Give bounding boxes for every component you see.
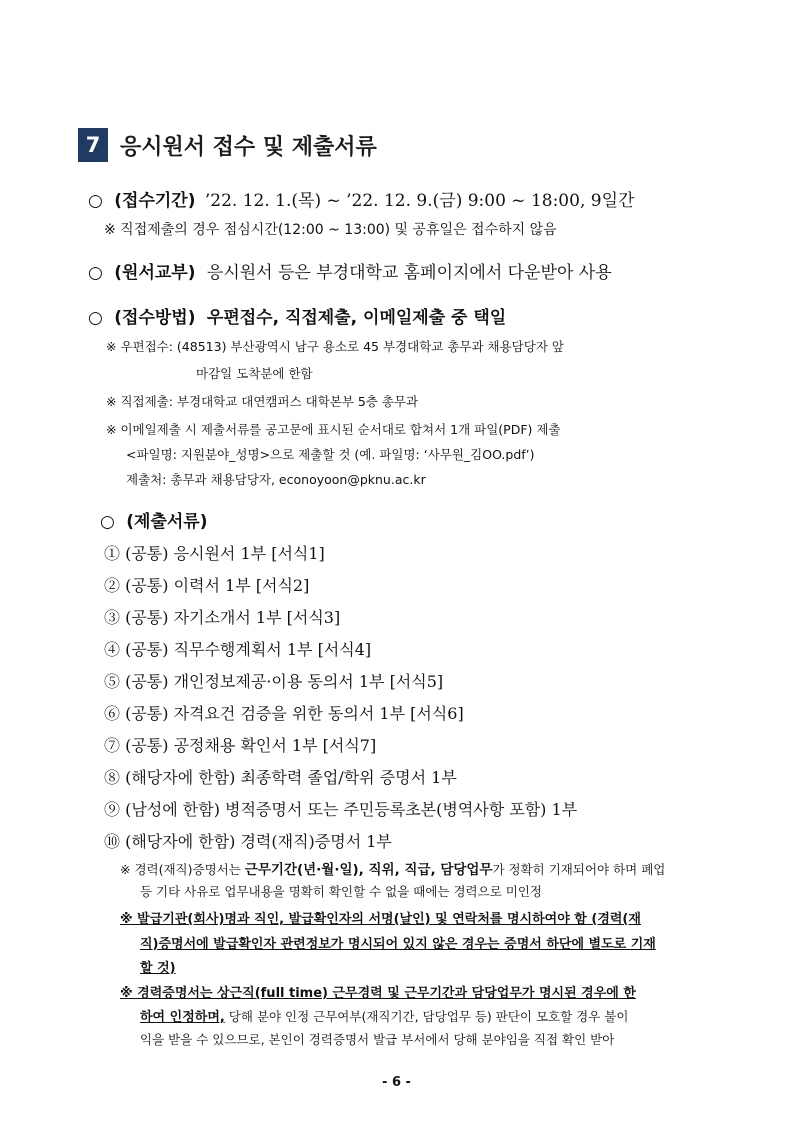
documents-row <box>100 507 207 532</box>
career-note-1-suffix: 가 정확히 기재되어야 하며 폐업 <box>492 862 666 877</box>
career-note-3-line1: ※ 경력증명서는 상근직(full time) 근무경력 및 근무기간과 담당업무가 명시된 경우에 한 <box>120 986 636 1001</box>
circle-bullet: ○ <box>88 263 103 283</box>
distribution-label: (원서교부) <box>114 263 196 283</box>
career-note-2-line3: 할 것) <box>140 961 176 976</box>
distribution-row <box>88 258 612 283</box>
period-row <box>88 186 634 211</box>
method-text: 우편접수, 직접제출, 이메일제출 중 택일 <box>206 308 507 328</box>
method-note: ※ 이메일제출 시 제출서류를 공고문에 표시된 순서대로 합쳐서 1개 파일(PDF) 제출 <box>106 422 561 437</box>
period-note: ※ 직접제출의 경우 점심시간(12:00 ~ 13:00) 및 공휴일은 접수하지 않음 <box>104 222 557 238</box>
document-item: ⑨ (남성에 한함) 병적증명서 또는 주민등록초본(병역사항 포함) 1부 <box>104 800 578 819</box>
method-note: 제출처: 총무과 채용담당자, econoyoon@pknu.ac.kr <box>126 472 426 487</box>
method-note: <파일명: 지원분야_성명>으로 제출할 것 (예. 파일명: ‘사무원_김OO.pdf’) <box>126 447 535 462</box>
document-item: ⑧ (해당자에 한함) 최종학력 졸업/학위 증명서 1부 <box>104 768 457 787</box>
document-item: ③ (공통) 자기소개서 1부 [서식3] <box>104 608 341 627</box>
career-note-1-prefix: ※ 경력(재직)증명서는 <box>120 862 245 877</box>
document-item: ⑦ (공통) 공정채용 확인서 1부 [서식7] <box>104 736 377 755</box>
career-note-2-line1: ※ 발급기관(회사)명과 직인, 발급확인자의 서명(날인) 및 연락처를 명시하여야 함 (경력(재 <box>120 912 641 927</box>
section-number-badge: 7 <box>78 128 108 162</box>
document-item: ⑤ (공통) 개인정보제공·이용 동의서 1부 [서식5] <box>104 672 444 691</box>
circle-bullet: ○ <box>88 191 103 211</box>
career-note-3-line3: 익을 받을 수 있으므로, 본인이 경력증명서 발급 부서에서 당해 분야임을 직접 확인 받아 <box>140 1032 615 1047</box>
career-note-3-rest: 당해 분야 인정 근무여부(재직기간, 담당업무 등) 판단이 모호할 경우 불이 <box>224 1009 629 1024</box>
section-title: 응시원서 접수 및 제출서류 <box>120 135 377 160</box>
career-note-2-line2: 직)증명서에 발급확인자 관련정보가 명시되어 있지 않은 경우는 증명서 하단에 별도로 기재 <box>140 937 656 952</box>
career-note-1 <box>120 858 665 878</box>
document-item: ① (공통) 응시원서 1부 [서식1] <box>104 544 325 563</box>
method-note: 마감일 도착분에 한함 <box>196 366 313 381</box>
method-note: ※ 직접제출: 부경대학교 대연캠퍼스 대학본부 5층 총무과 <box>106 394 419 409</box>
document-item: ⑥ (공통) 자격요건 검증을 위한 동의서 1부 [서식6] <box>104 704 464 723</box>
circle-bullet: ○ <box>88 308 103 328</box>
method-label: (접수방법) <box>114 308 196 328</box>
career-note-1-bold: 근무기간(년·월·일), 직위, 직급, 담당업무 <box>244 862 493 878</box>
career-note-3-line2 <box>140 1006 628 1025</box>
career-note-3-bold: 하여 인정하며, <box>140 1010 225 1025</box>
period-text: ’22. 12. 1.(목) ~ ’22. 12. 9.(금) 9:00 ~ 18:00, 9일간 <box>204 191 635 211</box>
document-item: ⑩ (해당자에 한함) 경력(재직)증명서 1부 <box>104 832 392 851</box>
document-item: ② (공통) 이력서 1부 [서식2] <box>104 576 310 595</box>
document-item: ④ (공통) 직무수행계획서 1부 [서식4] <box>104 640 372 659</box>
method-note: ※ 우편접수: (48513) 부산광역시 남구 용소로 45 부경대학교 총무과 채용담당자 앞 <box>106 339 564 354</box>
documents-label: (제출서류) <box>126 512 208 532</box>
circle-bullet: ○ <box>100 512 115 532</box>
period-label: (접수기간) <box>114 191 196 211</box>
distribution-text: 응시원서 등은 부경대학교 홈페이지에서 다운받아 사용 <box>206 263 612 283</box>
career-note-1-line2: 등 기타 사유로 업무내용을 명확히 확인할 수 없을 때에는 경력으로 미인정 <box>140 884 542 899</box>
page-number: - 6 - <box>382 1075 411 1090</box>
method-row <box>88 303 506 328</box>
